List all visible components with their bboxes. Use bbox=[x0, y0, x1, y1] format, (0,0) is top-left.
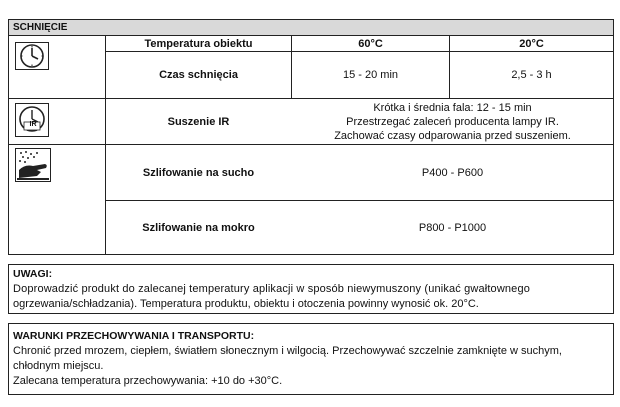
storage-title: WARUNKI PRZECHOWYWANIA I TRANSPORTU: bbox=[13, 330, 255, 342]
storage-line-1: Chronić przed mrozem, ciepłem, światłem słonecznym i wilgocią. Przechowywać szczelnie zamknięte w suchym, bbox=[13, 345, 562, 357]
storage-line-2: chłodnym miejscu. bbox=[13, 360, 104, 372]
storage-box bbox=[8, 323, 614, 395]
wet-sanding-label: Szlifowanie na mokro bbox=[142, 221, 255, 234]
sanding-icon bbox=[15, 148, 51, 187]
notes-line-2: ogrzewania/schładzania). Temperatura produktu, obiektu i otoczenia powinny wynosić ok. 20°C. bbox=[13, 298, 479, 310]
ir-line-2: Przestrzegać zaleceń producenta lampy IR. bbox=[346, 115, 559, 128]
temp-20: 20°C bbox=[519, 37, 544, 50]
ir-details bbox=[292, 99, 613, 144]
notes-title: UWAGI: bbox=[13, 268, 53, 280]
time-20: 2,5 - 3 h bbox=[511, 69, 552, 81]
ir-line-1: Krótka i średnia fala: 12 - 15 min bbox=[373, 101, 532, 114]
temp-60: 60°C bbox=[358, 37, 383, 50]
notes-box bbox=[8, 264, 614, 314]
drying-table bbox=[8, 19, 614, 255]
time-60: 15 - 20 min bbox=[342, 69, 399, 81]
ir-line-3: Zachować czasy odparowania przed suszeniem. bbox=[334, 129, 571, 142]
notes-line-1: Doprowadzić produkt do zalecanej temperatury aplikacji w sposób niewymuszony (unikać gwałtownego bbox=[13, 283, 530, 295]
clock-icon bbox=[15, 42, 49, 75]
dry-sanding-label: Szlifowanie na sucho bbox=[142, 166, 255, 179]
ir-label: Suszenie IR bbox=[167, 115, 230, 128]
dry-sanding-value: P400 - P600 bbox=[421, 166, 484, 179]
temp-label: Temperatura obiektu bbox=[144, 37, 253, 50]
time-label: Czas schnięcia bbox=[159, 69, 238, 81]
wet-sanding-value: P800 - P1000 bbox=[418, 221, 487, 234]
ir-icon-label: IR bbox=[29, 121, 37, 128]
section-title: SCHNIĘCIE bbox=[9, 20, 613, 36]
storage-line-3: Zalecana temperatura przechowywania: +10 do +30°C. bbox=[13, 375, 283, 387]
